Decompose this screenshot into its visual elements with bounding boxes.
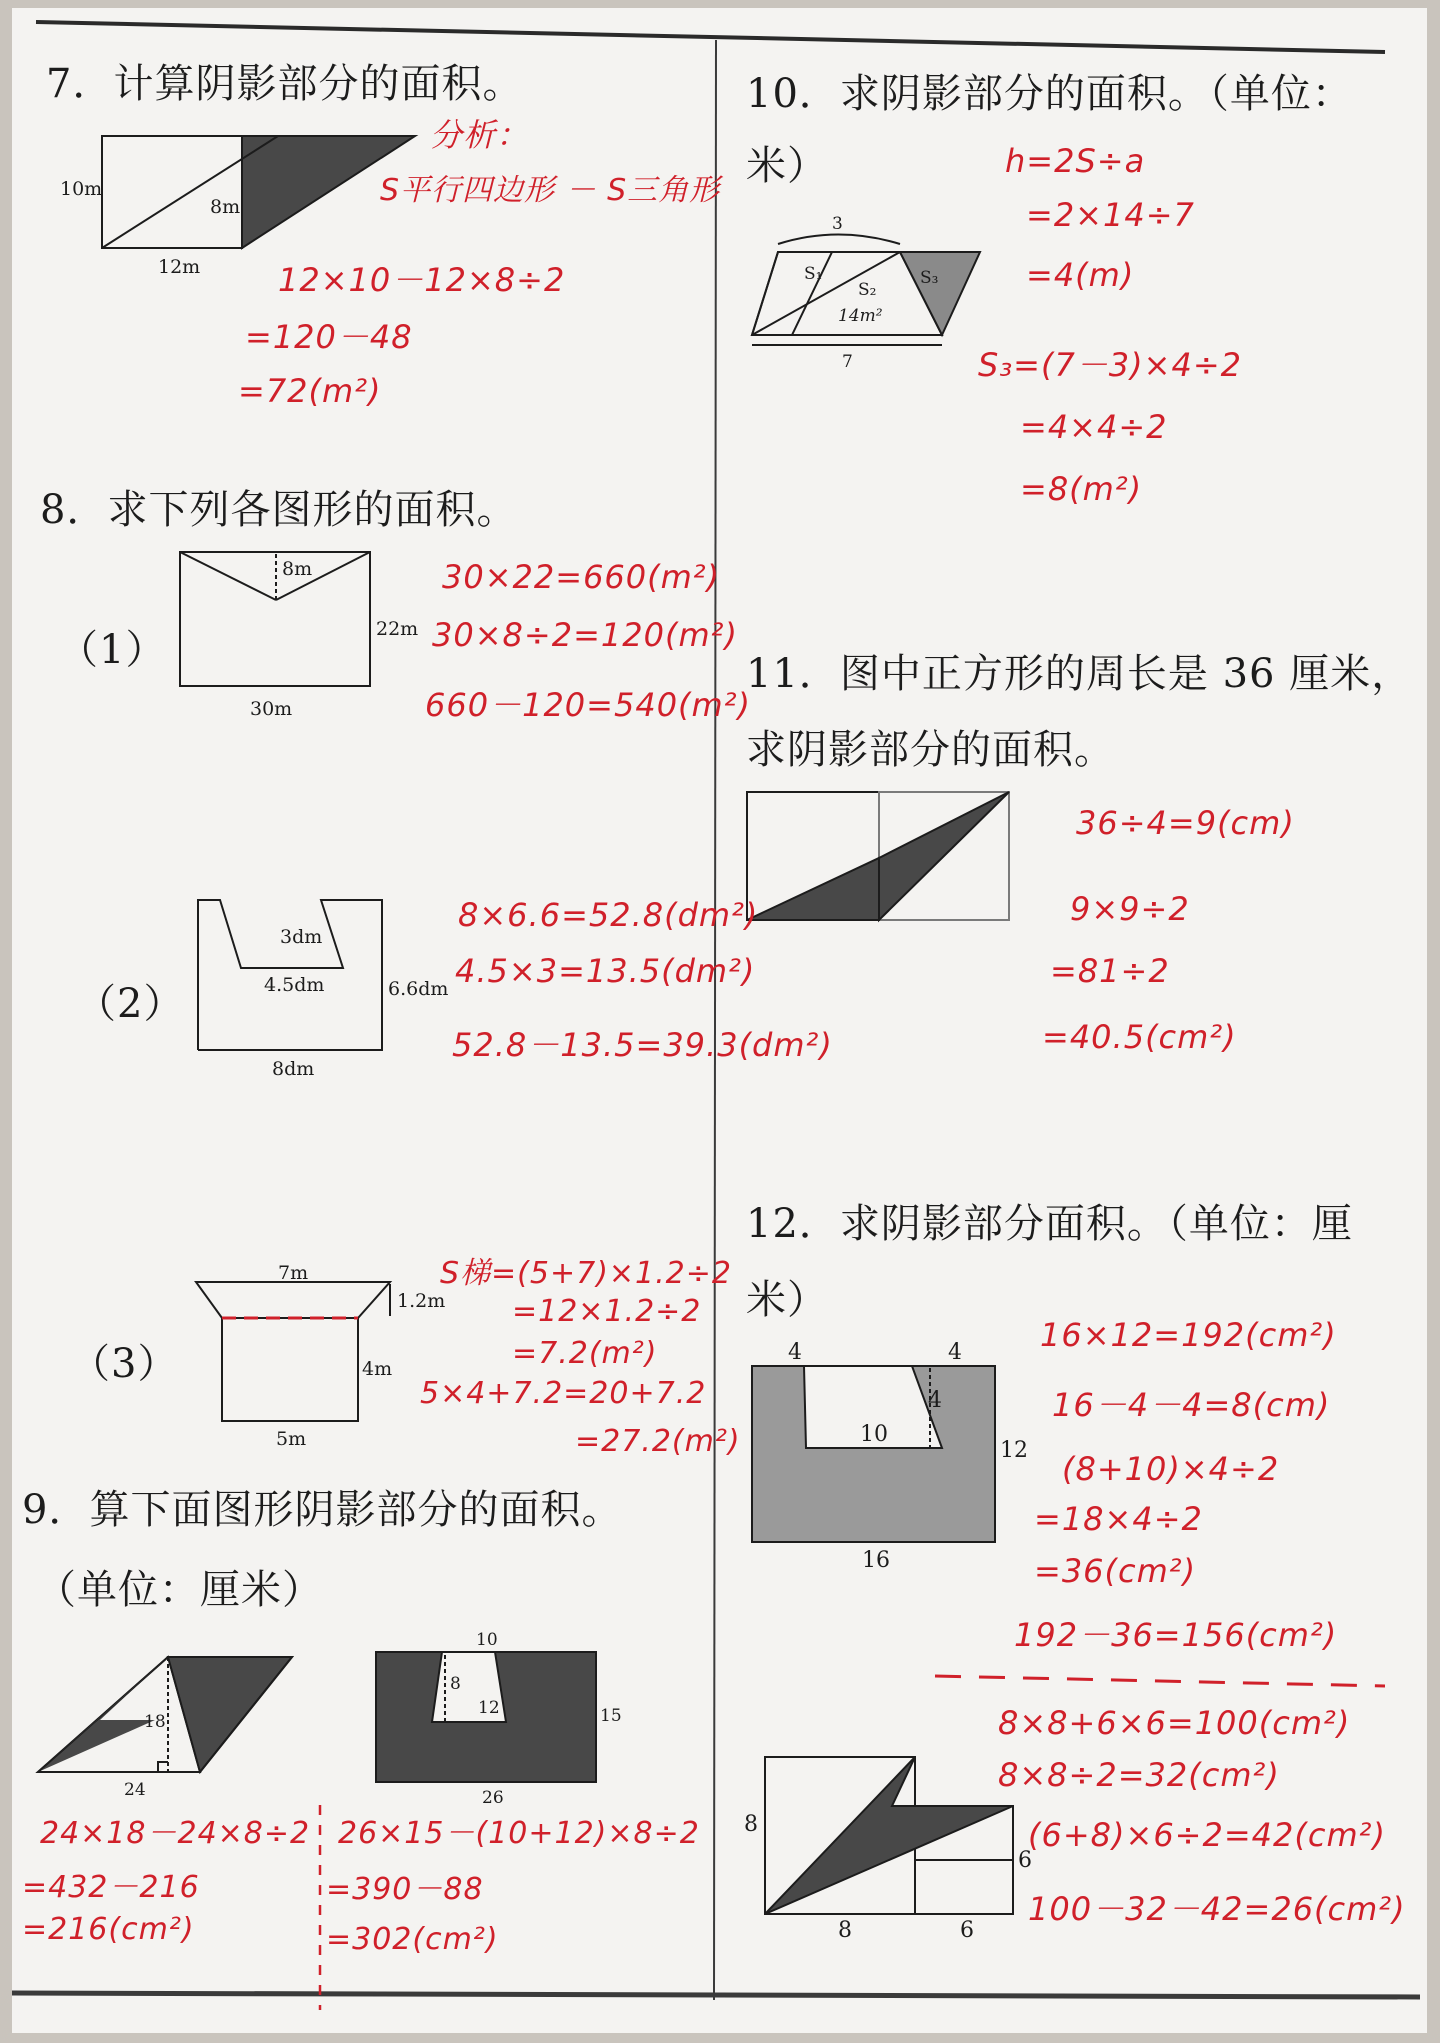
q11-work-3: =40.5(cm²) bbox=[1042, 1018, 1237, 1056]
q8-2-label-b: 4.5dm bbox=[264, 974, 325, 996]
q8-2-label-c: 6.6dm bbox=[388, 978, 449, 1000]
q10-work-4: =4×4÷2 bbox=[1020, 408, 1168, 446]
q7-figure bbox=[102, 136, 415, 248]
q8-1-figure bbox=[180, 552, 370, 686]
q8-2-index: （2） bbox=[76, 981, 185, 1027]
q10-work-2: =4(m) bbox=[1026, 256, 1135, 294]
q10-work-0: h=2S÷a bbox=[1005, 142, 1146, 180]
q12-fig1-work-4: =36(cm²) bbox=[1034, 1552, 1197, 1590]
q9-left-label-a: 18 bbox=[144, 1712, 166, 1732]
q9-left-label-b: 24 bbox=[124, 1780, 146, 1800]
q10-label-b: S₁ bbox=[804, 264, 823, 284]
q8-1-work-0: 30×22=660(m²) bbox=[442, 558, 721, 596]
q8-1-index: （1） bbox=[58, 627, 167, 673]
q9-right-label-c: 12 bbox=[478, 1698, 500, 1718]
q10-title: 10．求阴影部分的面积。（单位： bbox=[746, 71, 1353, 117]
q10-work-1: =2×14÷7 bbox=[1026, 196, 1195, 234]
q12-fig1-work-5: 192－36=156(cm²) bbox=[1014, 1616, 1338, 1654]
q12-title: 12．求阴影部分面积。（单位：厘 bbox=[746, 1201, 1353, 1247]
q11-work-1: 9×9÷2 bbox=[1070, 890, 1190, 928]
q8-1-work-2: 660－120=540(m²) bbox=[425, 686, 752, 724]
q7-work-0: 分析： bbox=[430, 116, 530, 154]
q9-subtitle: （单位：厘米） bbox=[36, 1567, 323, 1613]
q12-fig1-label-d: 10 bbox=[860, 1422, 888, 1447]
q8-3-figure bbox=[196, 1282, 393, 1421]
q10-work-5: =8(m²) bbox=[1020, 470, 1143, 508]
q8-1-label-c: 30m bbox=[250, 698, 293, 720]
q12-fig1-work-1: 16－4－4=8(cm) bbox=[1052, 1386, 1331, 1424]
q7-work-2: 12×10－12×8÷2 bbox=[278, 261, 566, 299]
q7-label-c: 12m bbox=[158, 256, 201, 278]
q7-work-1: S平行四边形 － S三角形 bbox=[380, 173, 721, 208]
q9-right-label-b: 8 bbox=[450, 1674, 461, 1694]
q11-figure bbox=[747, 792, 1009, 920]
q8-title: 8．求下列各图形的面积。 bbox=[40, 487, 518, 533]
q8-3-label-b: 1.2m bbox=[397, 1290, 446, 1312]
bottom-rule bbox=[12, 1993, 1420, 1997]
q9-right-work-1: =390－88 bbox=[326, 1872, 484, 1907]
q7-title: 7．计算阴影部分的面积。 bbox=[46, 61, 524, 107]
q7-work-3: =120－48 bbox=[245, 318, 413, 356]
q10-title-line2: 米） bbox=[746, 143, 828, 189]
q12-fig1-label-f: 16 bbox=[862, 1548, 890, 1573]
q8-1-work-1: 30×8÷2=120(m²) bbox=[432, 616, 738, 654]
q9-right-work-2: =302(cm²) bbox=[326, 1922, 499, 1957]
q8-1-label-a: 8m bbox=[282, 558, 313, 580]
q8-2-work-1: 4.5×3=13.5(dm²) bbox=[455, 952, 756, 990]
q12-fig1-label-b: 4 bbox=[948, 1340, 962, 1365]
q12-fig1-label-c: 4 bbox=[928, 1388, 942, 1413]
q11-work-2: =81÷2 bbox=[1050, 952, 1170, 990]
q8-3-index: （3） bbox=[70, 1341, 179, 1387]
q9-right-work-0: 26×15－(10+12)×8÷2 bbox=[338, 1816, 700, 1851]
q8-1-label-b: 22m bbox=[376, 618, 419, 640]
q8-2-work-0: 8×6.6=52.8(dm²) bbox=[458, 896, 759, 934]
q12-fig2-work-0: 8×8+6×6=100(cm²) bbox=[998, 1704, 1351, 1742]
q12-fig1-label-e: 12 bbox=[1000, 1438, 1028, 1463]
q8-3-work-3: 5×4+7.2=20+7.2 bbox=[420, 1376, 707, 1411]
q12-fig2-work-3: 100－32－42=26(cm²) bbox=[1028, 1890, 1406, 1928]
top-rule bbox=[36, 22, 1385, 52]
q12-fig2-work-1: 8×8÷2=32(cm²) bbox=[998, 1756, 1280, 1794]
q12-fig2-label-a: 8 bbox=[744, 1812, 758, 1837]
q12-fig2-label-b: 6 bbox=[1018, 1848, 1032, 1873]
q8-2-label-a: 3dm bbox=[280, 926, 323, 948]
q9-title: 9．算下面图形阴影部分的面积。 bbox=[22, 1487, 623, 1533]
q12-fig2-label-c: 8 bbox=[838, 1918, 852, 1943]
q10-label-d: S₃ bbox=[920, 268, 939, 288]
q9-right-label-a: 10 bbox=[476, 1630, 498, 1650]
q8-3-work-1: =12×1.2÷2 bbox=[512, 1294, 702, 1329]
q8-3-label-c: 4m bbox=[362, 1358, 393, 1380]
q11-work-0: 36÷4=9(cm) bbox=[1076, 804, 1295, 842]
q9-left-work-2: =216(cm²) bbox=[22, 1912, 195, 1947]
q10-label-f: 7 bbox=[842, 352, 853, 372]
q12-fig2-label-d: 6 bbox=[960, 1918, 974, 1943]
q10-label-c: S₂ bbox=[858, 280, 877, 300]
q10-label-a: 3 bbox=[832, 214, 843, 234]
q9-right-label-d: 15 bbox=[600, 1706, 622, 1726]
q8-3-work-2: =7.2(m²) bbox=[512, 1336, 658, 1371]
q9-left-work-0: 24×18－24×8÷2 bbox=[40, 1816, 311, 1851]
q12-separator bbox=[935, 1676, 1385, 1686]
q8-2-work-2: 52.8－13.5=39.3(dm²) bbox=[452, 1026, 833, 1064]
q12-fig1-work-0: 16×12=192(cm²) bbox=[1040, 1316, 1337, 1354]
q10-work-3: S₃=(7－3)×4÷2 bbox=[978, 346, 1242, 384]
q11-title: 11．图中正方形的周长是 36 厘米， bbox=[746, 651, 1413, 697]
q7-label-b: 8m bbox=[210, 196, 241, 218]
q8-2-label-d: 8dm bbox=[272, 1058, 315, 1080]
q12-fig1-label-a: 4 bbox=[788, 1340, 802, 1365]
q7-label-a: 10m bbox=[60, 178, 103, 200]
q12-fig1-work-2: (8+10)×4÷2 bbox=[1062, 1450, 1280, 1488]
q8-3-work-0: S梯=(5+7)×1.2÷2 bbox=[440, 1256, 732, 1291]
q10-label-e: 14m² bbox=[838, 306, 883, 326]
q9-right-label-e: 26 bbox=[482, 1788, 504, 1808]
q8-3-label-a: 7m bbox=[278, 1262, 309, 1284]
q9-left-work-1: =432－216 bbox=[22, 1870, 200, 1905]
q12-fig2-work-2: (6+8)×6÷2=42(cm²) bbox=[1028, 1816, 1386, 1854]
q12-fig1 bbox=[752, 1366, 995, 1542]
q8-3-label-d: 5m bbox=[276, 1428, 307, 1450]
q12-fig2 bbox=[765, 1757, 1013, 1914]
q7-work-4: =72(m²) bbox=[238, 372, 382, 410]
q12-fig1-work-3: =18×4÷2 bbox=[1034, 1500, 1203, 1538]
q8-3-work-4: =27.2(m²) bbox=[575, 1424, 741, 1459]
q12-title-line2: 米） bbox=[746, 1277, 828, 1323]
q11-title-line2: 求阴影部分的面积。 bbox=[746, 727, 1115, 773]
